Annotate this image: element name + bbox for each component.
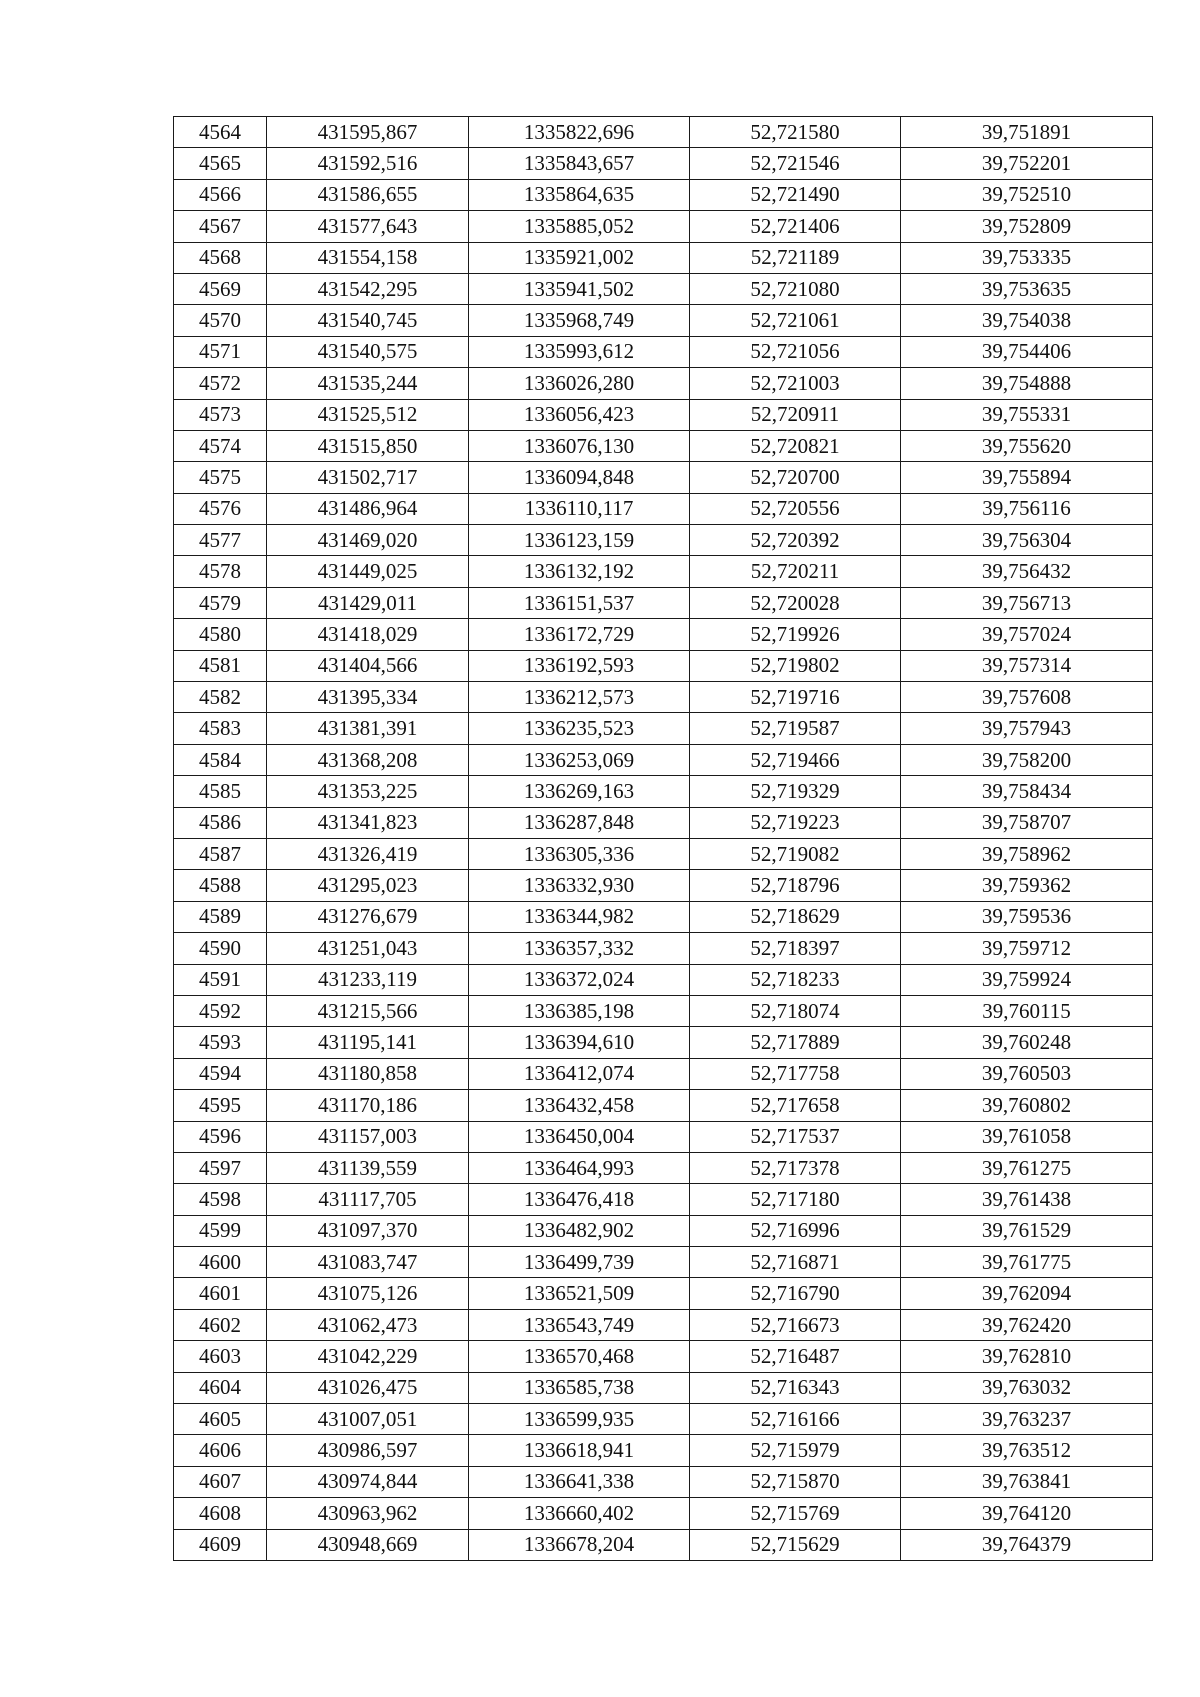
latitude-cell: 52,721003	[690, 368, 901, 399]
latitude-cell: 52,718397	[690, 933, 901, 964]
latitude-cell: 52,721580	[690, 117, 901, 148]
point-number-cell: 4588	[174, 870, 267, 901]
point-number-cell: 4587	[174, 838, 267, 869]
latitude-cell: 52,720911	[690, 399, 901, 430]
x-coordinate-cell: 431117,705	[267, 1184, 469, 1215]
point-number-cell: 4604	[174, 1372, 267, 1403]
longitude-cell: 39,757314	[901, 650, 1153, 681]
x-coordinate-cell: 431586,655	[267, 179, 469, 210]
table-row	[174, 336, 1153, 367]
table-row	[174, 1184, 1153, 1215]
point-number-cell: 4565	[174, 148, 267, 179]
y-coordinate-cell: 1335864,635	[469, 179, 690, 210]
x-coordinate-cell: 430963,962	[267, 1498, 469, 1529]
y-coordinate-cell: 1336660,402	[469, 1498, 690, 1529]
x-coordinate-cell: 431554,158	[267, 242, 469, 273]
y-coordinate-cell: 1336026,280	[469, 368, 690, 399]
latitude-cell: 52,719466	[690, 744, 901, 775]
longitude-cell: 39,761529	[901, 1215, 1153, 1246]
latitude-cell: 52,721061	[690, 305, 901, 336]
latitude-cell: 52,716487	[690, 1341, 901, 1372]
y-coordinate-cell: 1336192,593	[469, 650, 690, 681]
x-coordinate-cell: 431157,003	[267, 1121, 469, 1152]
x-coordinate-cell: 431075,126	[267, 1278, 469, 1309]
x-coordinate-cell: 431540,575	[267, 336, 469, 367]
longitude-cell: 39,757024	[901, 619, 1153, 650]
longitude-cell: 39,754038	[901, 305, 1153, 336]
longitude-cell: 39,752201	[901, 148, 1153, 179]
latitude-cell: 52,716673	[690, 1309, 901, 1340]
x-coordinate-cell: 431418,029	[267, 619, 469, 650]
longitude-cell: 39,755620	[901, 430, 1153, 461]
point-number-cell: 4578	[174, 556, 267, 587]
table-row	[174, 1058, 1153, 1089]
point-number-cell: 4582	[174, 682, 267, 713]
longitude-cell: 39,760248	[901, 1027, 1153, 1058]
table-row	[174, 587, 1153, 618]
latitude-cell: 52,721056	[690, 336, 901, 367]
point-number-cell: 4592	[174, 995, 267, 1026]
latitude-cell: 52,721189	[690, 242, 901, 273]
point-number-cell: 4577	[174, 525, 267, 556]
y-coordinate-cell: 1336287,848	[469, 807, 690, 838]
point-number-cell: 4590	[174, 933, 267, 964]
point-number-cell: 4600	[174, 1247, 267, 1278]
longitude-cell: 39,751891	[901, 117, 1153, 148]
table-row	[174, 273, 1153, 304]
longitude-cell: 39,761775	[901, 1247, 1153, 1278]
latitude-cell: 52,721406	[690, 211, 901, 242]
table-row	[174, 1027, 1153, 1058]
y-coordinate-cell: 1336570,468	[469, 1341, 690, 1372]
point-number-cell: 4572	[174, 368, 267, 399]
x-coordinate-cell: 431326,419	[267, 838, 469, 869]
y-coordinate-cell: 1335968,749	[469, 305, 690, 336]
longitude-cell: 39,759924	[901, 964, 1153, 995]
table-row	[174, 1090, 1153, 1121]
longitude-cell: 39,763032	[901, 1372, 1153, 1403]
longitude-cell: 39,762094	[901, 1278, 1153, 1309]
x-coordinate-cell: 430974,844	[267, 1466, 469, 1497]
longitude-cell: 39,761275	[901, 1152, 1153, 1183]
latitude-cell: 52,720211	[690, 556, 901, 587]
point-number-cell: 4602	[174, 1309, 267, 1340]
y-coordinate-cell: 1336332,930	[469, 870, 690, 901]
x-coordinate-cell: 431139,559	[267, 1152, 469, 1183]
point-number-cell: 4573	[174, 399, 267, 430]
x-coordinate-cell: 431083,747	[267, 1247, 469, 1278]
longitude-cell: 39,754406	[901, 336, 1153, 367]
point-number-cell: 4581	[174, 650, 267, 681]
table-row	[174, 995, 1153, 1026]
y-coordinate-cell: 1336641,338	[469, 1466, 690, 1497]
table-row	[174, 838, 1153, 869]
point-number-cell: 4575	[174, 462, 267, 493]
y-coordinate-cell: 1336132,192	[469, 556, 690, 587]
x-coordinate-cell: 431381,391	[267, 713, 469, 744]
table-row	[174, 1247, 1153, 1278]
latitude-cell: 52,717378	[690, 1152, 901, 1183]
y-coordinate-cell: 1336385,198	[469, 995, 690, 1026]
table-row	[174, 1529, 1153, 1560]
longitude-cell: 39,761438	[901, 1184, 1153, 1215]
x-coordinate-cell: 431195,141	[267, 1027, 469, 1058]
longitude-cell: 39,762810	[901, 1341, 1153, 1372]
y-coordinate-cell: 1336123,159	[469, 525, 690, 556]
latitude-cell: 52,716996	[690, 1215, 901, 1246]
longitude-cell: 39,760115	[901, 995, 1153, 1026]
y-coordinate-cell: 1336253,069	[469, 744, 690, 775]
table-row	[174, 148, 1153, 179]
x-coordinate-cell: 431368,208	[267, 744, 469, 775]
table-row	[174, 430, 1153, 461]
point-number-cell: 4584	[174, 744, 267, 775]
table-row	[174, 1152, 1153, 1183]
latitude-cell: 52,720700	[690, 462, 901, 493]
point-number-cell: 4597	[174, 1152, 267, 1183]
point-number-cell: 4595	[174, 1090, 267, 1121]
longitude-cell: 39,756304	[901, 525, 1153, 556]
point-number-cell: 4589	[174, 901, 267, 932]
x-coordinate-cell: 431486,964	[267, 493, 469, 524]
y-coordinate-cell: 1336394,610	[469, 1027, 690, 1058]
point-number-cell: 4609	[174, 1529, 267, 1560]
y-coordinate-cell: 1335822,696	[469, 117, 690, 148]
table-row	[174, 399, 1153, 430]
longitude-cell: 39,756432	[901, 556, 1153, 587]
point-number-cell: 4574	[174, 430, 267, 461]
x-coordinate-cell: 431595,867	[267, 117, 469, 148]
point-number-cell: 4564	[174, 117, 267, 148]
table-row	[174, 211, 1153, 242]
latitude-cell: 52,716166	[690, 1404, 901, 1435]
point-number-cell: 4585	[174, 776, 267, 807]
longitude-cell: 39,753335	[901, 242, 1153, 273]
latitude-cell: 52,715870	[690, 1466, 901, 1497]
table-row	[174, 242, 1153, 273]
x-coordinate-cell: 431276,679	[267, 901, 469, 932]
y-coordinate-cell: 1336450,004	[469, 1121, 690, 1152]
longitude-cell: 39,753635	[901, 273, 1153, 304]
table-row	[174, 117, 1153, 148]
latitude-cell: 52,718074	[690, 995, 901, 1026]
latitude-cell: 52,717180	[690, 1184, 901, 1215]
x-coordinate-cell: 431469,020	[267, 525, 469, 556]
point-number-cell: 4570	[174, 305, 267, 336]
y-coordinate-cell: 1336585,738	[469, 1372, 690, 1403]
y-coordinate-cell: 1336499,739	[469, 1247, 690, 1278]
point-number-cell: 4608	[174, 1498, 267, 1529]
x-coordinate-cell: 431042,229	[267, 1341, 469, 1372]
latitude-cell: 52,716343	[690, 1372, 901, 1403]
x-coordinate-cell: 430948,669	[267, 1529, 469, 1560]
latitude-cell: 52,717537	[690, 1121, 901, 1152]
point-number-cell: 4571	[174, 336, 267, 367]
x-coordinate-cell: 431341,823	[267, 807, 469, 838]
table-row	[174, 1466, 1153, 1497]
table-row	[174, 744, 1153, 775]
table-row	[174, 1498, 1153, 1529]
table-row	[174, 682, 1153, 713]
longitude-cell: 39,759362	[901, 870, 1153, 901]
table-row	[174, 713, 1153, 744]
y-coordinate-cell: 1336305,336	[469, 838, 690, 869]
y-coordinate-cell: 1336094,848	[469, 462, 690, 493]
table-row	[174, 556, 1153, 587]
longitude-cell: 39,755331	[901, 399, 1153, 430]
x-coordinate-cell: 431395,334	[267, 682, 469, 713]
longitude-cell: 39,758707	[901, 807, 1153, 838]
x-coordinate-cell: 431295,023	[267, 870, 469, 901]
table-row	[174, 964, 1153, 995]
y-coordinate-cell: 1336464,993	[469, 1152, 690, 1183]
longitude-cell: 39,761058	[901, 1121, 1153, 1152]
longitude-cell: 39,757608	[901, 682, 1153, 713]
coordinates-table	[173, 116, 1153, 1561]
table-row	[174, 1278, 1153, 1309]
x-coordinate-cell: 431097,370	[267, 1215, 469, 1246]
point-number-cell: 4593	[174, 1027, 267, 1058]
x-coordinate-cell: 431233,119	[267, 964, 469, 995]
point-number-cell: 4591	[174, 964, 267, 995]
latitude-cell: 52,721546	[690, 148, 901, 179]
y-coordinate-cell: 1335993,612	[469, 336, 690, 367]
x-coordinate-cell: 430986,597	[267, 1435, 469, 1466]
coordinates-table-body	[174, 117, 1153, 1561]
longitude-cell: 39,760503	[901, 1058, 1153, 1089]
y-coordinate-cell: 1336678,204	[469, 1529, 690, 1560]
y-coordinate-cell: 1336172,729	[469, 619, 690, 650]
latitude-cell: 52,715979	[690, 1435, 901, 1466]
y-coordinate-cell: 1336110,117	[469, 493, 690, 524]
x-coordinate-cell: 431026,475	[267, 1372, 469, 1403]
point-number-cell: 4607	[174, 1466, 267, 1497]
y-coordinate-cell: 1336543,749	[469, 1309, 690, 1340]
longitude-cell: 39,759712	[901, 933, 1153, 964]
y-coordinate-cell: 1336476,418	[469, 1184, 690, 1215]
x-coordinate-cell: 431525,512	[267, 399, 469, 430]
longitude-cell: 39,758434	[901, 776, 1153, 807]
point-number-cell: 4586	[174, 807, 267, 838]
latitude-cell: 52,718796	[690, 870, 901, 901]
table-row	[174, 179, 1153, 210]
y-coordinate-cell: 1336482,902	[469, 1215, 690, 1246]
point-number-cell: 4603	[174, 1341, 267, 1372]
y-coordinate-cell: 1336235,523	[469, 713, 690, 744]
table-row	[174, 619, 1153, 650]
longitude-cell: 39,764120	[901, 1498, 1153, 1529]
latitude-cell: 52,718233	[690, 964, 901, 995]
longitude-cell: 39,763512	[901, 1435, 1153, 1466]
y-coordinate-cell: 1336344,982	[469, 901, 690, 932]
y-coordinate-cell: 1336151,537	[469, 587, 690, 618]
latitude-cell: 52,721080	[690, 273, 901, 304]
table-row	[174, 368, 1153, 399]
latitude-cell: 52,717658	[690, 1090, 901, 1121]
table-row	[174, 933, 1153, 964]
table-row	[174, 1341, 1153, 1372]
latitude-cell: 52,719082	[690, 838, 901, 869]
table-row	[174, 305, 1153, 336]
latitude-cell: 52,720821	[690, 430, 901, 461]
point-number-cell: 4594	[174, 1058, 267, 1089]
y-coordinate-cell: 1335843,657	[469, 148, 690, 179]
y-coordinate-cell: 1336599,935	[469, 1404, 690, 1435]
latitude-cell: 52,717758	[690, 1058, 901, 1089]
latitude-cell: 52,715769	[690, 1498, 901, 1529]
longitude-cell: 39,764379	[901, 1529, 1153, 1560]
x-coordinate-cell: 431449,025	[267, 556, 469, 587]
table-row	[174, 776, 1153, 807]
table-row	[174, 870, 1153, 901]
x-coordinate-cell: 431062,473	[267, 1309, 469, 1340]
point-number-cell: 4567	[174, 211, 267, 242]
longitude-cell: 39,758962	[901, 838, 1153, 869]
point-number-cell: 4569	[174, 273, 267, 304]
point-number-cell: 4605	[174, 1404, 267, 1435]
latitude-cell: 52,719926	[690, 619, 901, 650]
longitude-cell: 39,754888	[901, 368, 1153, 399]
point-number-cell: 4580	[174, 619, 267, 650]
longitude-cell: 39,763841	[901, 1466, 1153, 1497]
point-number-cell: 4596	[174, 1121, 267, 1152]
longitude-cell: 39,763237	[901, 1404, 1153, 1435]
point-number-cell: 4583	[174, 713, 267, 744]
y-coordinate-cell: 1335885,052	[469, 211, 690, 242]
point-number-cell: 4598	[174, 1184, 267, 1215]
table-row	[174, 807, 1153, 838]
y-coordinate-cell: 1336056,423	[469, 399, 690, 430]
y-coordinate-cell: 1335941,502	[469, 273, 690, 304]
y-coordinate-cell: 1336269,163	[469, 776, 690, 807]
table-row	[174, 462, 1153, 493]
x-coordinate-cell: 431540,745	[267, 305, 469, 336]
x-coordinate-cell: 431404,566	[267, 650, 469, 681]
point-number-cell: 4568	[174, 242, 267, 273]
y-coordinate-cell: 1336412,074	[469, 1058, 690, 1089]
y-coordinate-cell: 1335921,002	[469, 242, 690, 273]
latitude-cell: 52,719802	[690, 650, 901, 681]
table-row	[174, 1121, 1153, 1152]
table-row	[174, 1309, 1153, 1340]
y-coordinate-cell: 1336357,332	[469, 933, 690, 964]
x-coordinate-cell: 431542,295	[267, 273, 469, 304]
latitude-cell: 52,715629	[690, 1529, 901, 1560]
y-coordinate-cell: 1336212,573	[469, 682, 690, 713]
point-number-cell: 4576	[174, 493, 267, 524]
latitude-cell: 52,716790	[690, 1278, 901, 1309]
x-coordinate-cell: 431251,043	[267, 933, 469, 964]
x-coordinate-cell: 431429,011	[267, 587, 469, 618]
longitude-cell: 39,758200	[901, 744, 1153, 775]
longitude-cell: 39,756713	[901, 587, 1153, 618]
longitude-cell: 39,752510	[901, 179, 1153, 210]
latitude-cell: 52,719223	[690, 807, 901, 838]
longitude-cell: 39,752809	[901, 211, 1153, 242]
table-row	[174, 650, 1153, 681]
latitude-cell: 52,720556	[690, 493, 901, 524]
longitude-cell: 39,755894	[901, 462, 1153, 493]
table-row	[174, 525, 1153, 556]
x-coordinate-cell: 431215,566	[267, 995, 469, 1026]
latitude-cell: 52,719329	[690, 776, 901, 807]
x-coordinate-cell: 431007,051	[267, 1404, 469, 1435]
x-coordinate-cell: 431180,858	[267, 1058, 469, 1089]
latitude-cell: 52,720028	[690, 587, 901, 618]
longitude-cell: 39,756116	[901, 493, 1153, 524]
latitude-cell: 52,719587	[690, 713, 901, 744]
table-row	[174, 901, 1153, 932]
x-coordinate-cell: 431577,643	[267, 211, 469, 242]
latitude-cell: 52,717889	[690, 1027, 901, 1058]
longitude-cell: 39,759536	[901, 901, 1153, 932]
point-number-cell: 4566	[174, 179, 267, 210]
latitude-cell: 52,716871	[690, 1247, 901, 1278]
x-coordinate-cell: 431353,225	[267, 776, 469, 807]
y-coordinate-cell: 1336521,509	[469, 1278, 690, 1309]
x-coordinate-cell: 431170,186	[267, 1090, 469, 1121]
y-coordinate-cell: 1336372,024	[469, 964, 690, 995]
y-coordinate-cell: 1336618,941	[469, 1435, 690, 1466]
point-number-cell: 4579	[174, 587, 267, 618]
table-row	[174, 1435, 1153, 1466]
x-coordinate-cell: 431535,244	[267, 368, 469, 399]
x-coordinate-cell: 431592,516	[267, 148, 469, 179]
point-number-cell: 4606	[174, 1435, 267, 1466]
table-row	[174, 1215, 1153, 1246]
y-coordinate-cell: 1336432,458	[469, 1090, 690, 1121]
point-number-cell: 4599	[174, 1215, 267, 1246]
table-row	[174, 493, 1153, 524]
latitude-cell: 52,719716	[690, 682, 901, 713]
y-coordinate-cell: 1336076,130	[469, 430, 690, 461]
longitude-cell: 39,760802	[901, 1090, 1153, 1121]
latitude-cell: 52,718629	[690, 901, 901, 932]
longitude-cell: 39,757943	[901, 713, 1153, 744]
longitude-cell: 39,762420	[901, 1309, 1153, 1340]
latitude-cell: 52,720392	[690, 525, 901, 556]
point-number-cell: 4601	[174, 1278, 267, 1309]
x-coordinate-cell: 431515,850	[267, 430, 469, 461]
table-row	[174, 1372, 1153, 1403]
table-row	[174, 1404, 1153, 1435]
latitude-cell: 52,721490	[690, 179, 901, 210]
x-coordinate-cell: 431502,717	[267, 462, 469, 493]
